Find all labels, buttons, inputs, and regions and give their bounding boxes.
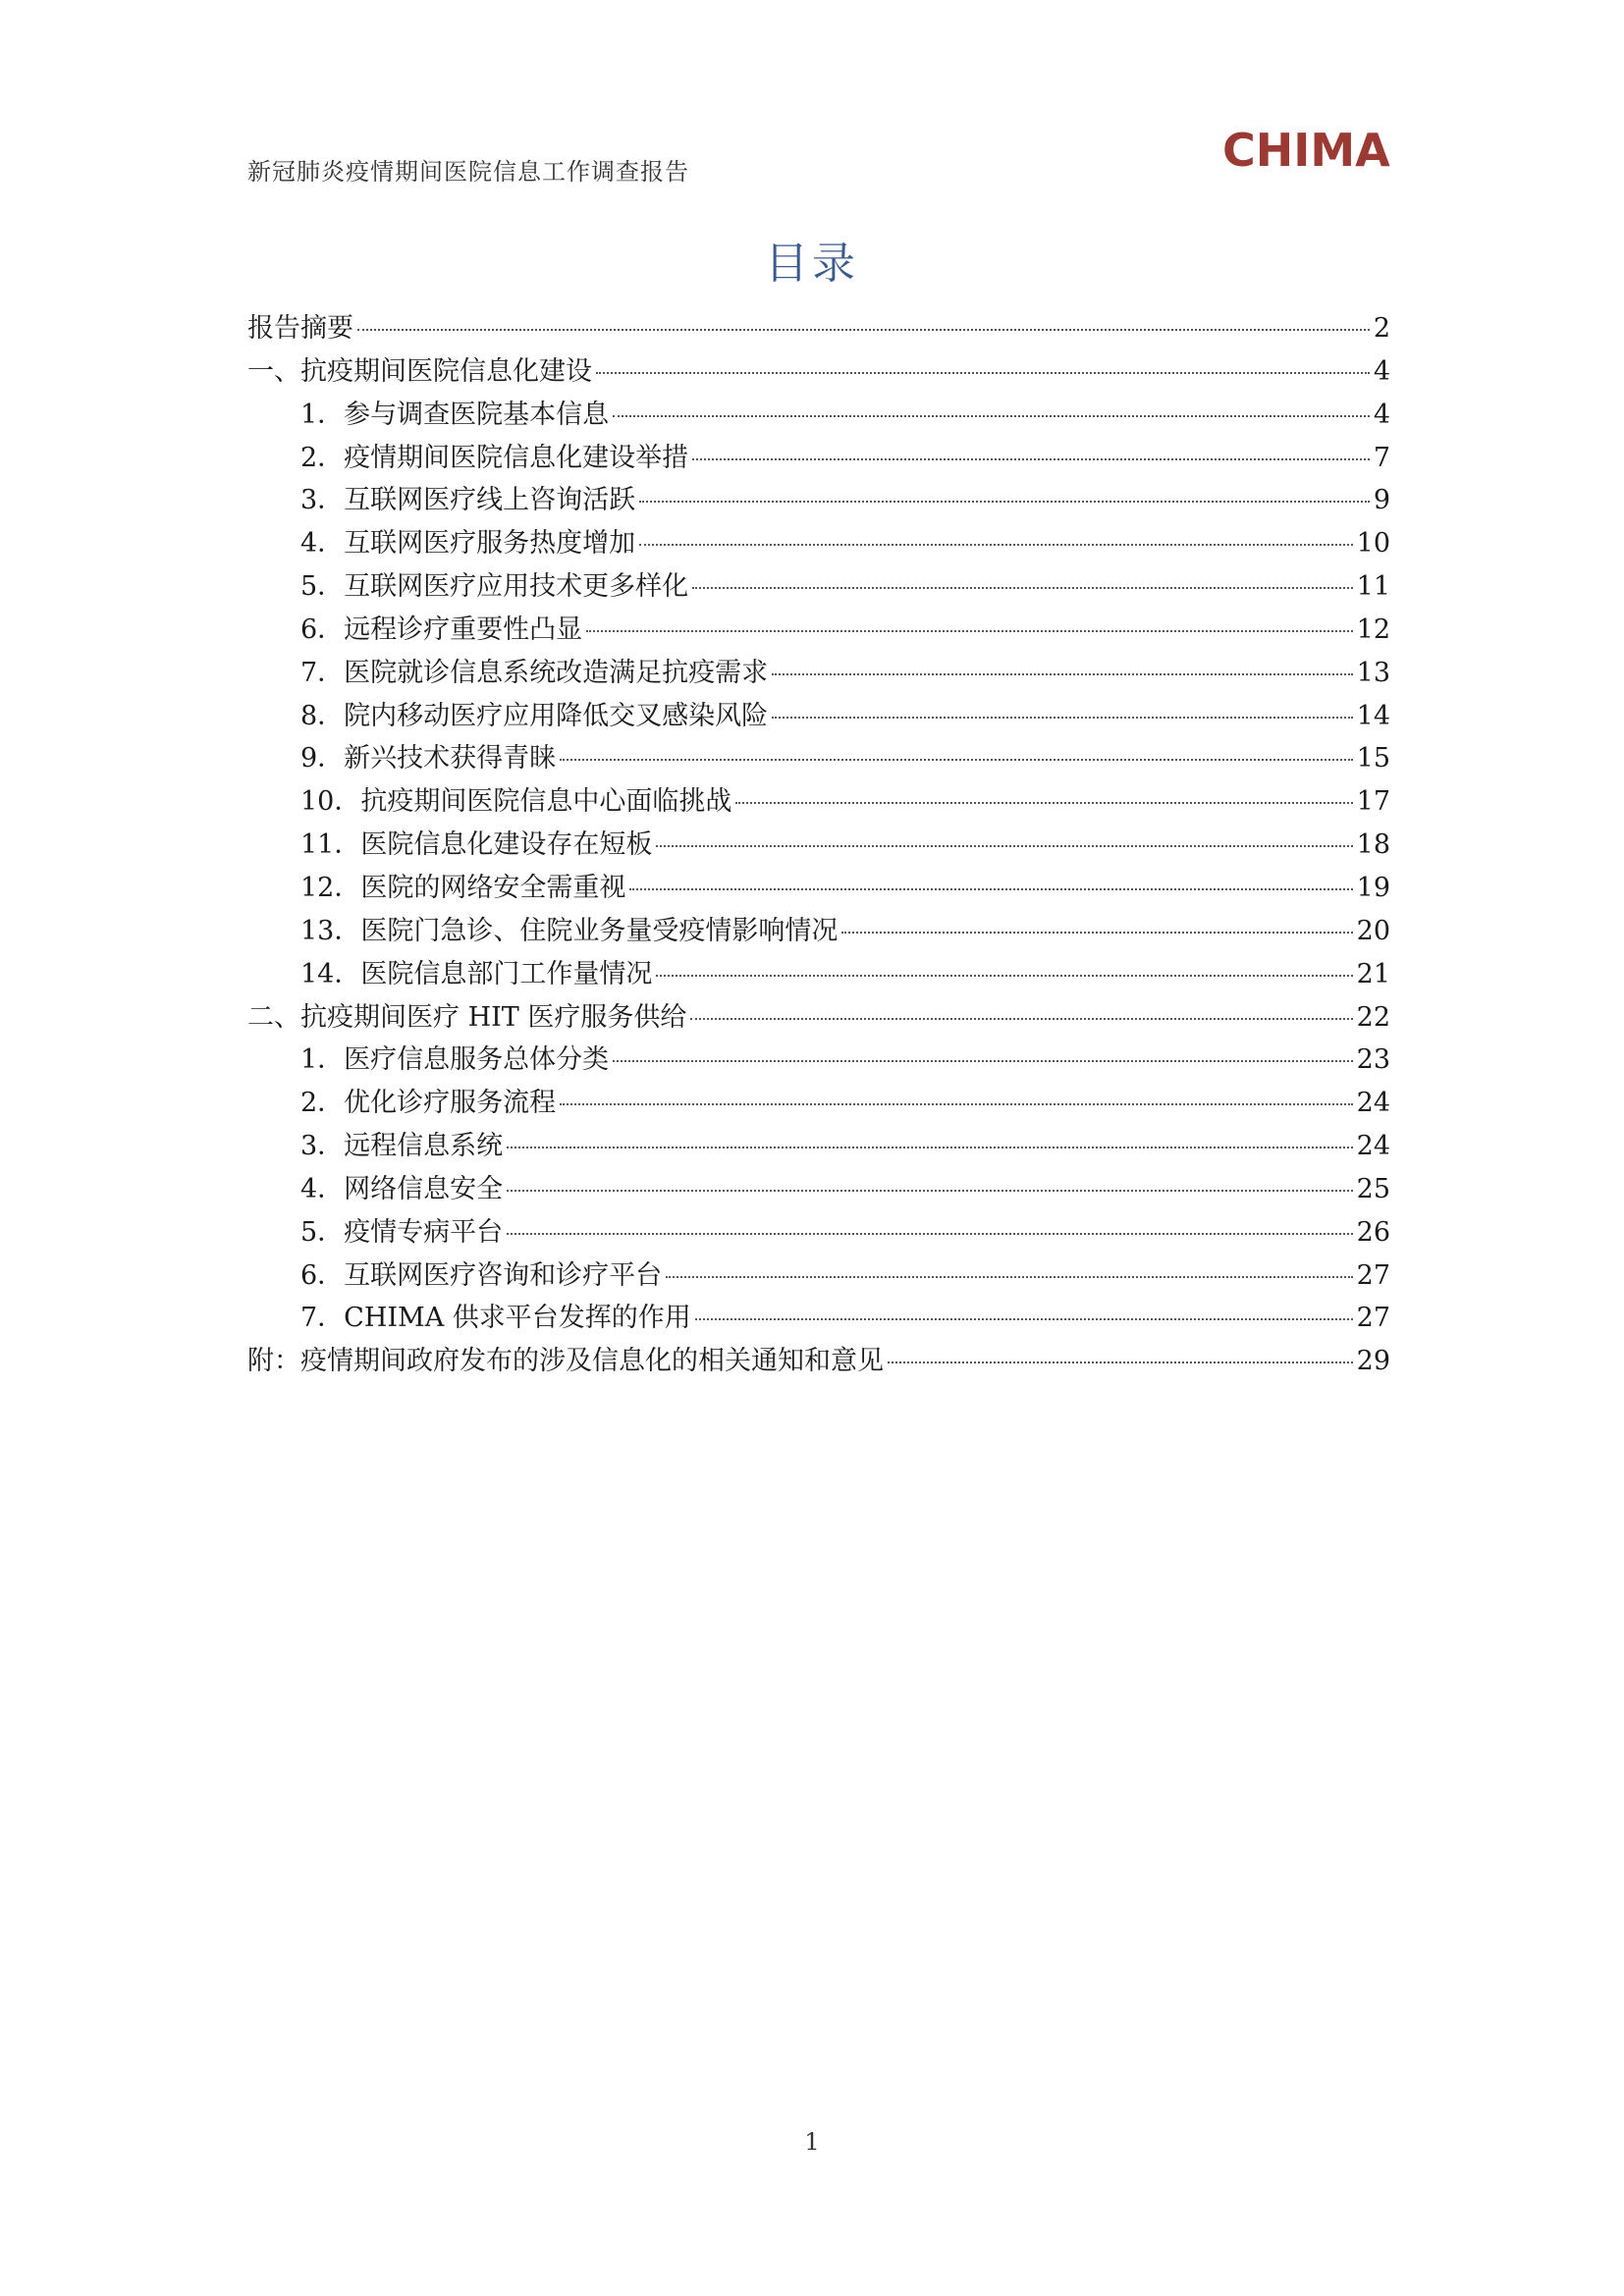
toc-entry-page: 13 [1356, 657, 1390, 688]
toc-entry-page: 15 [1356, 743, 1390, 774]
toc-entry[interactable] [247, 609, 1390, 652]
toc-dot-leader [888, 1362, 1353, 1363]
toc-dot-leader [656, 845, 1352, 847]
report-header-title: 新冠肺炎疫情期间医院信息工作调查报告 [247, 158, 689, 186]
toc-entry[interactable] [247, 737, 1390, 780]
toc-dot-leader [695, 1318, 1353, 1320]
toc-dot-leader [735, 802, 1352, 804]
table-of-contents [247, 307, 1390, 1383]
toc-entry-label: 4．互联网医疗服务热度增加 [300, 528, 636, 560]
toc-dot-leader [357, 329, 1370, 331]
toc-entry-label: 2．优化诊疗服务流程 [300, 1088, 557, 1119]
toc-entry-label: 14．医院信息部门工作量情况 [300, 958, 653, 989]
toc-entry-label: 11．医院信息化建设存在短板 [300, 829, 653, 861]
toc-entry[interactable] [247, 824, 1390, 867]
toc-entry-page: 14 [1356, 700, 1390, 731]
toc-entry-page: 2 [1373, 313, 1390, 344]
toc-dot-leader [560, 1103, 1352, 1105]
toc-entry-page: 17 [1356, 786, 1390, 818]
toc-entry-page: 29 [1356, 1346, 1390, 1377]
toc-entry-label: 7．医院就诊信息系统改造满足抗疫需求 [300, 657, 769, 688]
toc-entry[interactable] [247, 996, 1390, 1040]
toc-entry-label: 一、抗疫期间医院信息化建设 [247, 355, 592, 387]
toc-entry[interactable] [247, 1297, 1390, 1340]
toc-dot-leader [507, 1190, 1352, 1192]
toc-entry-label: 二、抗疫期间医疗 HIT 医疗服务供给 [247, 1001, 687, 1033]
toc-dot-leader [613, 1060, 1352, 1062]
toc-entry[interactable] [247, 307, 1390, 350]
toc-dot-leader [586, 630, 1352, 632]
toc-entry[interactable] [247, 394, 1390, 437]
toc-entry-label: 5．疫情专病平台 [300, 1216, 504, 1248]
toc-entry-page: 11 [1356, 571, 1390, 603]
toc-dot-leader [666, 1276, 1352, 1278]
toc-entry-page: 21 [1356, 958, 1390, 989]
toc-dot-leader [692, 587, 1352, 589]
toc-entry-label: 4．网络信息安全 [300, 1173, 504, 1204]
toc-entry[interactable] [247, 1211, 1390, 1255]
toc-entry-label: 13．医院门急诊、住院业务量受疫情影响情况 [300, 915, 839, 946]
toc-entry-page: 10 [1356, 528, 1390, 560]
toc-entry-page: 27 [1356, 1259, 1390, 1291]
toc-entry[interactable] [247, 437, 1390, 480]
toc-dot-leader [772, 673, 1352, 675]
toc-entry[interactable] [247, 910, 1390, 953]
toc-dot-leader [772, 717, 1352, 719]
toc-dot-leader [613, 415, 1370, 417]
toc-entry-page: 19 [1356, 872, 1390, 903]
toc-entry-label: 附：疫情期间政府发布的涉及信息化的相关通知和意见 [247, 1346, 884, 1377]
toc-entry[interactable] [247, 953, 1390, 996]
toc-dot-leader [639, 501, 1370, 503]
toc-entry[interactable] [247, 867, 1390, 910]
toc-entry-label: 12．医院的网络安全需重视 [300, 872, 626, 903]
toc-entry-page: 9 [1373, 485, 1390, 516]
toc-dot-leader [656, 975, 1352, 977]
toc-entry-label: 5．互联网医疗应用技术更多样化 [300, 571, 689, 603]
toc-entry-page: 22 [1356, 1001, 1390, 1033]
toc-entry[interactable] [247, 565, 1390, 609]
toc-entry-page: 4 [1373, 355, 1390, 387]
toc-entry-label: 1．医疗信息服务总体分类 [300, 1044, 610, 1076]
toc-entry-label: 2．疫情期间医院信息化建设举措 [300, 442, 689, 473]
toc-dot-leader [841, 932, 1352, 934]
toc-entry[interactable] [247, 1125, 1390, 1168]
toc-entry-page: 24 [1356, 1088, 1390, 1119]
toc-entry-label: 10．抗疫期间医院信息中心面临挑战 [300, 786, 732, 818]
toc-entry-page: 20 [1356, 915, 1390, 946]
toc-entry-page: 4 [1373, 399, 1390, 430]
page-number: 1 [804, 2128, 820, 2156]
toc-entry-page: 7 [1373, 442, 1390, 473]
toc-entry[interactable] [247, 1255, 1390, 1298]
toc-entry[interactable] [247, 479, 1390, 522]
chima-logo [1222, 116, 1390, 185]
toc-entry-page: 25 [1356, 1173, 1390, 1204]
toc-entry[interactable] [247, 1082, 1390, 1125]
toc-entry[interactable] [247, 1168, 1390, 1211]
toc-entry-label: 6．互联网医疗咨询和诊疗平台 [300, 1259, 663, 1291]
toc-dot-leader [690, 1018, 1352, 1020]
toc-dot-leader [596, 372, 1370, 374]
toc-entry-label: 报告摘要 [247, 313, 353, 344]
toc-dot-leader [507, 1233, 1352, 1235]
toc-dot-leader [639, 544, 1352, 546]
toc-entry[interactable] [247, 652, 1390, 695]
toc-entry-label: 3．互联网医疗线上咨询活跃 [300, 485, 636, 516]
toc-entry-page: 24 [1356, 1131, 1390, 1162]
toc-dot-leader [507, 1147, 1352, 1148]
toc-entry[interactable] [247, 1340, 1390, 1383]
toc-heading: 目录 [765, 239, 859, 289]
toc-entry[interactable] [247, 522, 1390, 565]
toc-entry-label: 3．远程信息系统 [300, 1131, 504, 1162]
toc-entry-label: 9．新兴技术获得青睐 [300, 743, 557, 774]
toc-entry-page: 23 [1356, 1044, 1390, 1076]
logo-text: CHIMA [1222, 124, 1390, 177]
toc-entry[interactable] [247, 1039, 1390, 1082]
toc-entry[interactable] [247, 695, 1390, 738]
toc-dot-leader [560, 759, 1352, 761]
toc-entry-page: 26 [1356, 1216, 1390, 1248]
toc-entry-page: 27 [1356, 1303, 1390, 1334]
toc-entry-page: 18 [1356, 829, 1390, 861]
toc-entry-label: 1．参与调查医院基本信息 [300, 399, 610, 430]
toc-entry[interactable] [247, 350, 1390, 394]
toc-entry-label: 8．院内移动医疗应用降低交叉感染风险 [300, 700, 769, 731]
toc-entry-label: 7．CHIMA 供求平台发挥的作用 [300, 1303, 691, 1334]
toc-dot-leader [629, 888, 1352, 890]
toc-entry[interactable] [247, 780, 1390, 824]
toc-entry-label: 6．远程诊疗重要性凸显 [300, 614, 583, 645]
toc-entry-page: 12 [1356, 614, 1390, 645]
toc-dot-leader [692, 458, 1370, 460]
